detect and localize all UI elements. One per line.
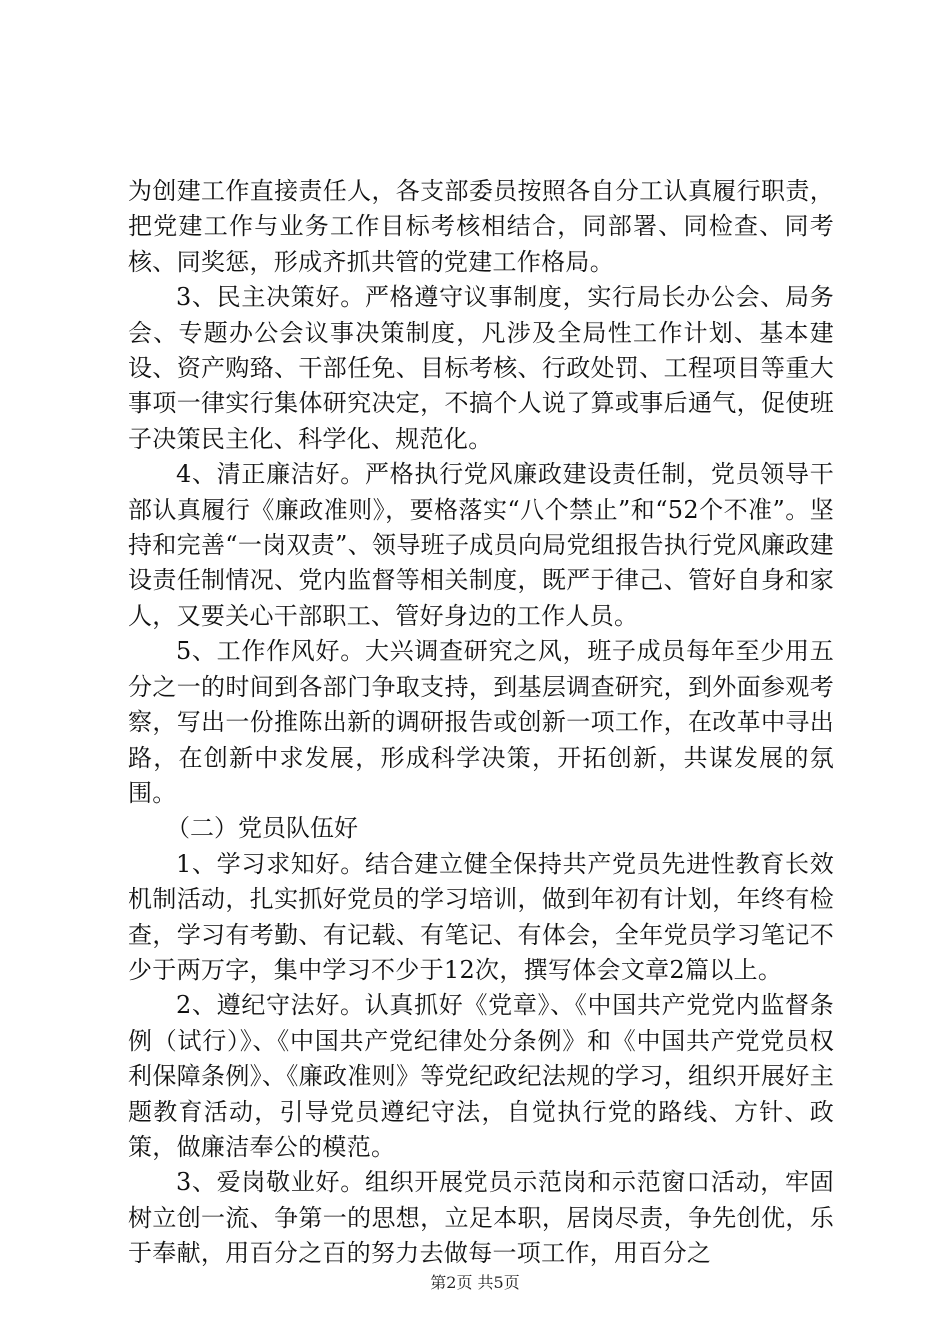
page-footer: 第2页 共5页 [430,1273,520,1292]
paragraph-discipline: 2、遵纪守法好。认真抓好《党章》、《中国共产党党内监督条例（试行）》、《中国共产党纪律处分条例》和《中国共产党党员权利保障条例》、《廉政准则》等党纪政纪法规的学习，组织开展好主题教育活动，引导党员遵纪守法，自觉执行党的路线、方针、政策，做廉洁奉公的模范。 [128,991,834,1161]
paragraph-work-style: 5、工作作风好。大兴调查研究之风，班子成员每年至少用五分之一的时间到各部门争取支持，到基层调查研究，到外面参观考察，写出一份推陈出新的调研报告或创新一项工作，在改革中寻出路，在创新中求发展，形成科学决策，开拓创新，共谋发展的氛围。 [128,637,834,807]
paragraph-continuation: 为创建工作直接责任人，各支部委员按照各自分工认真履行职责，把党建工作与业务工作目标考核相结合，同部署、同检查、同考核、同奖惩，形成齐抓共管的党建工作格局。 [128,177,834,276]
paragraph-integrity: 4、清正廉洁好。严格执行党风廉政建设责任制，党员领导干部认真履行《廉政准则》，要格落实“八个禁止”和“52个不准”。坚持和完善“一岗双责”、领导班子成员向局党组报告执行党风廉政建设责任制情况、党内监督等相关制度，既严于律己、管好自身和家人，又要关心干部职工、管好身边的工作人员。 [128,460,834,630]
paragraph-study: 1、学习求知好。结合建立健全保持共产党员先进性教育长效机制活动，扎实抓好党员的学习培训，做到年初有计划，年终有检查，学习有考勤、有记载、有笔记、有体会，全年党员学习笔记不少于两万字，集中学习不少于12次，撰写体会文章2篇以上。 [128,849,834,984]
document-body [128,174,834,1272]
section-heading: （二）党员队伍好 [166,814,358,843]
paragraph-dedication: 3、爱岗敬业好。组织开展党员示范岗和示范窗口活动，牢固树立创一流、争第一的思想，立足本职，居岗尽责，争先创优，乐于奉献，用百分之百的努力去做每一项工作，用百分之 [128,1168,834,1268]
paragraph-democratic-decision: 3、民主决策好。严格遵守议事制度，实行局长办公会、局务会、专题办公会议事决策制度，凡涉及全局性工作计划、基本建设、资产购臵、干部任免、目标考核、行政处罚、工程项目等重大事项一律实行集体研究决定，不搞个人说了算或事后通气，促使班子决策民主化、科学化、规范化。 [128,283,834,453]
